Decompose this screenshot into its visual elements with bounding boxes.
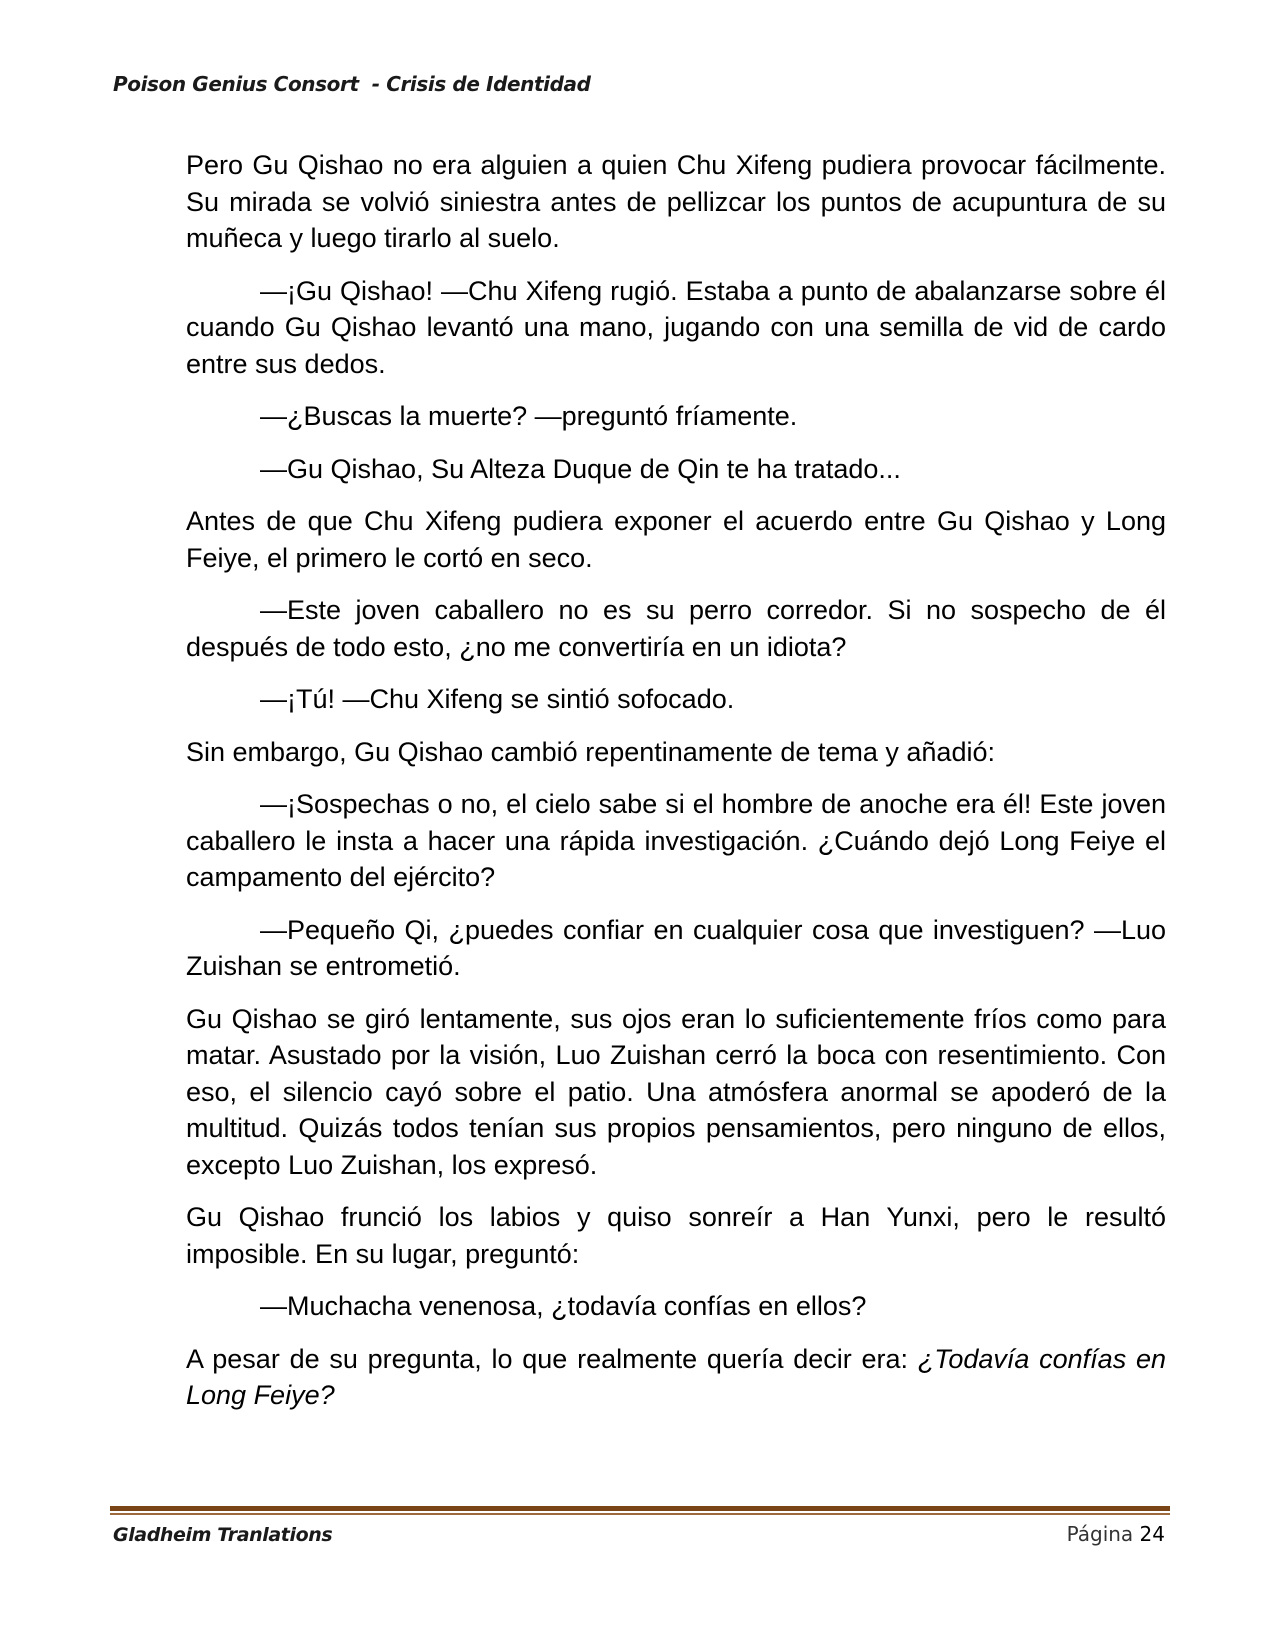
page-number	[1067, 1522, 1165, 1546]
paragraph: Sin embargo, Gu Qishao cambió repentinamente de tema y añadió:	[186, 736, 995, 767]
paragraph: Gu Qishao frunció los labios y quiso sonreír a Han Yunxi, pero le resultó imposible. En su lugar, preguntó:	[186, 1202, 1166, 1269]
paragraph: Gu Qishao se giró lentamente, sus ojos eran lo suficientemente fríos como para matar. Asustado por la visión, Luo Zuishan cerró la boca con resentimiento. Con eso, el silencio cayó sobre el patio. Una atmósfera anormal se apoderó de la multitud. Quizás todos tenían sus propios pensamientos, pero ninguno de ellos, excepto Luo Zuishan, los expresó.	[186, 1003, 1166, 1180]
running-header: Poison Genius Consort - Crisis de Identidad	[113, 72, 591, 96]
page-label: Página	[1066, 1522, 1134, 1546]
paragraph: Antes de que Chu Xifeng pudiera exponer el acuerdo entre Gu Qishao y Long Feiye, el primero le cortó en seco.	[186, 506, 1166, 573]
page-number-value: 24	[1139, 1522, 1165, 1546]
paragraph: —Este joven caballero no es su perro corredor. Si no sospecho de él después de todo esto, ¿no me convertiría en un idiota?	[186, 595, 1166, 662]
paragraph: —¡Tú! —Chu Xifeng se sintió sofocado.	[260, 684, 735, 714]
paragraph: —Muchacha venenosa, ¿todavía confías en ellos?	[260, 1291, 867, 1321]
paragraph: —¡Gu Qishao! —Chu Xifeng rugió. Estaba a punto de abalanzarse sobre él cuando Gu Qishao levantó una mano, jugando con una semilla de vid de cardo entre sus dedos.	[186, 275, 1166, 379]
paragraph: Pero Gu Qishao no era alguien a quien Chu Xifeng pudiera provocar fácilmente. Su mirada se volvió siniestra antes de pellizcar los puntos de acupuntura de su muñeca y luego tirarlo al suelo.	[186, 150, 1166, 253]
italic-thought: ¿Todavía confías en Long Feiye?	[186, 1343, 1166, 1410]
paragraph: —Gu Qishao, Su Alteza Duque de Qin te ha tratado...	[260, 453, 901, 484]
footer-credit: Gladheim Tranlations	[113, 1524, 333, 1546]
paragraph: —¿Buscas la muerte? —preguntó fríamente.	[260, 401, 798, 431]
paragraph: —Pequeño Qi, ¿puedes confiar en cualquier cosa que investiguen? —Luo Zuishan se entrometió.	[186, 914, 1166, 981]
paragraph-text: A pesar de su pregunta, lo que realmente quería decir era:	[186, 1343, 918, 1374]
paragraph: —¡Sospechas o no, el cielo sabe si el hombre de anoche era él! Este joven caballero le insta a hacer una rápida investigación. ¿Cuándo dejó Long Feiye el campamento del ejército?	[186, 789, 1166, 892]
footer-rule-thick	[110, 1506, 1170, 1511]
document-body	[186, 147, 1166, 1414]
footer-rule-thin	[110, 1513, 1170, 1515]
paragraph	[186, 1341, 1166, 1414]
footer-rule	[110, 1506, 1170, 1516]
